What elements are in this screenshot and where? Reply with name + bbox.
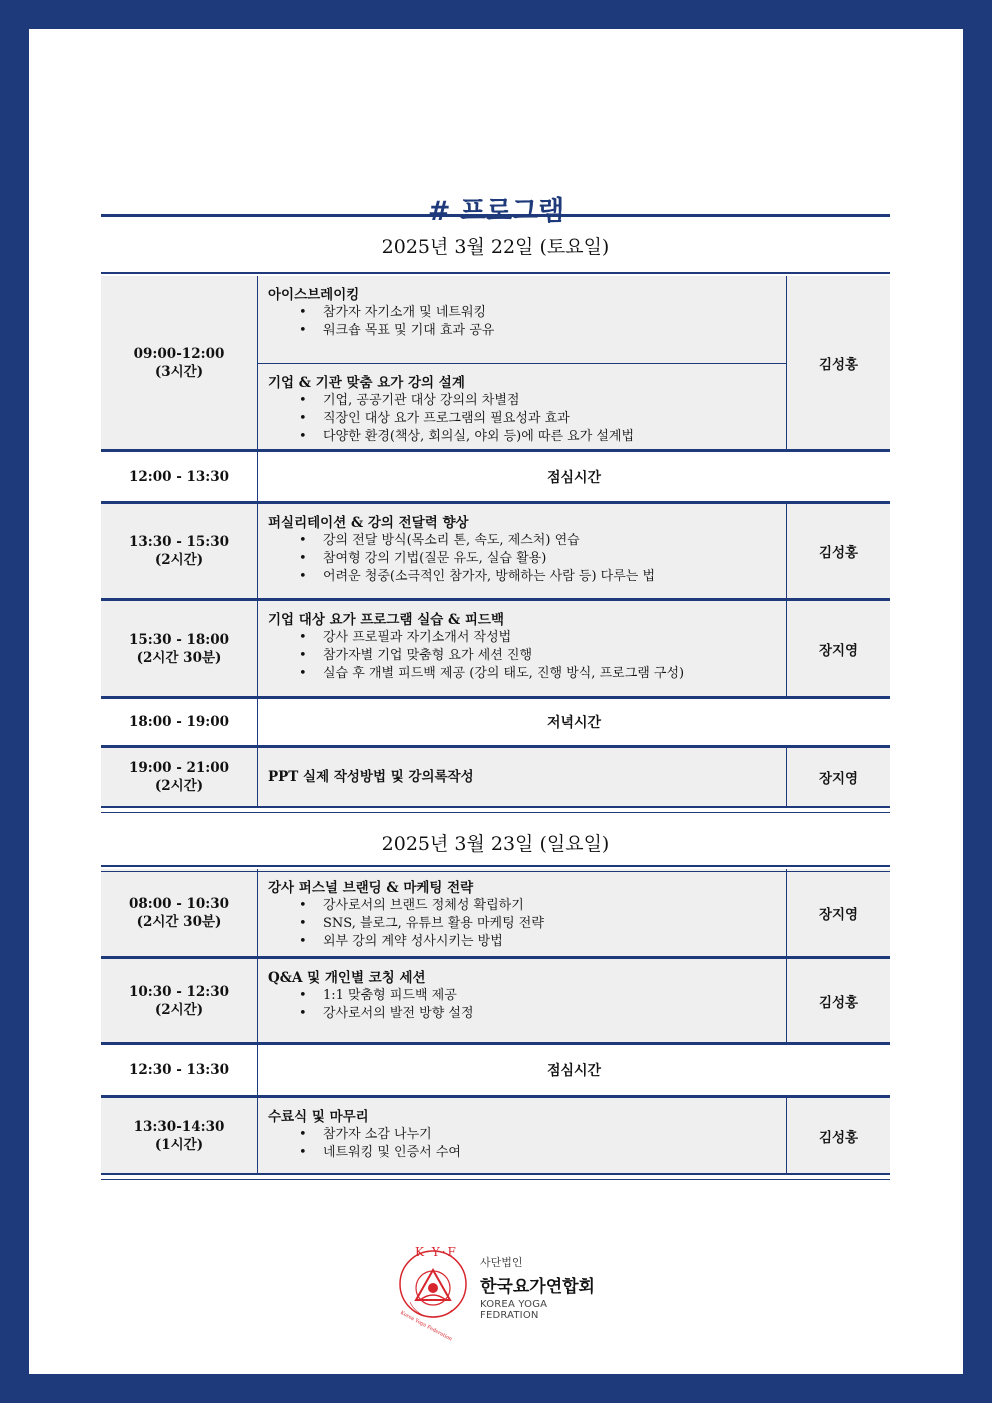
time-cell bbox=[101, 748, 258, 806]
time-range: 09:00-12:00 bbox=[133, 345, 225, 362]
day2-heading: 2025년 3월 23일 (일요일) bbox=[381, 833, 610, 855]
time-range: 12:30 - 13:30 bbox=[128, 1062, 230, 1078]
meal-break: 점심시간 bbox=[546, 1063, 602, 1079]
list-item: • 다양한 환경(책상, 회의실, 야외 등)에 따른 요가 설계법 bbox=[323, 428, 786, 446]
time-cell bbox=[101, 869, 258, 956]
list-item: • SNS, 블로그, 유튜브 활용 마케팅 전략 bbox=[323, 915, 786, 933]
session-block bbox=[258, 748, 786, 806]
session-content bbox=[258, 959, 787, 1042]
time-cell bbox=[101, 959, 258, 1042]
speaker-name: 장지영 bbox=[818, 906, 859, 923]
time-range: 10:30 - 12:30 bbox=[128, 983, 230, 1000]
duration: (2시간 30분) bbox=[136, 913, 222, 930]
time-range: 13:30-14:30 bbox=[133, 1118, 225, 1135]
session-title: Q&A 및 개인별 코칭 세션 bbox=[268, 970, 426, 986]
list-item: • 강사 프로필과 자기소개서 작성법 bbox=[323, 629, 786, 647]
table-row bbox=[101, 745, 890, 806]
list-item: • 어려운 청중(소극적인 참가자, 방해하는 사람 등) 다루는 법 bbox=[323, 568, 786, 586]
session-block bbox=[258, 363, 786, 449]
speaker-name: 김성홍 bbox=[818, 356, 859, 373]
speaker-name: 김성홍 bbox=[818, 1129, 859, 1146]
table-row bbox=[101, 956, 890, 1042]
org-name: 한국요가연합회 bbox=[480, 1277, 595, 1297]
seal-letters: K·Y·F bbox=[415, 1245, 458, 1259]
time-cell bbox=[101, 1045, 258, 1095]
session-items bbox=[268, 987, 786, 1023]
divider bbox=[101, 1173, 890, 1180]
meal-break: 저녁시간 bbox=[546, 715, 602, 731]
session-content bbox=[258, 748, 787, 806]
list-item: • 실습 후 개별 피드백 제공 (강의 태도, 진행 방식, 프로그램 구성) bbox=[323, 665, 786, 683]
list-item: • 강사로서의 브랜드 정체성 확립하기 bbox=[323, 897, 786, 915]
session-items bbox=[268, 392, 786, 446]
session-block bbox=[258, 504, 786, 598]
seal-ring-text: Korea Yoga Federation bbox=[399, 1310, 453, 1343]
list-item: • 직장인 대상 요가 프로그램의 필요성과 효과 bbox=[323, 410, 786, 428]
table-row bbox=[101, 501, 890, 598]
duration: (2시간) bbox=[154, 552, 204, 568]
duration: (2시간) bbox=[154, 1001, 204, 1018]
session-content bbox=[258, 869, 787, 956]
time-cell bbox=[101, 1098, 258, 1173]
list-item: • 기업, 공공기관 대상 강의의 차별점 bbox=[323, 392, 786, 410]
time-cell bbox=[101, 699, 258, 745]
time-range: 15:30 - 18:00 bbox=[128, 631, 230, 648]
session-items bbox=[268, 532, 786, 586]
table-row bbox=[101, 598, 890, 696]
list-item: • 참가자별 기업 맞춤형 요가 세션 진행 bbox=[323, 647, 786, 665]
duration: (1시간) bbox=[154, 1136, 204, 1153]
day1-heading: 2025년 3월 22일 (토요일) bbox=[381, 236, 610, 258]
session-title: 수료식 및 마무리 bbox=[268, 1109, 369, 1125]
session-block bbox=[258, 869, 786, 956]
time-cell bbox=[101, 276, 258, 449]
session-title: 기업 & 기관 맞춤 요가 강의 설계 bbox=[268, 375, 465, 391]
time-range: 08:00 - 10:30 bbox=[128, 895, 230, 912]
list-item: • 네트워킹 및 인증서 수여 bbox=[323, 1144, 786, 1162]
page-title: # 프로그램 bbox=[427, 196, 565, 227]
time-range: 18:00 - 19:00 bbox=[128, 714, 230, 730]
session-title: 강사 퍼스널 브랜딩 & 마케팅 전략 bbox=[268, 880, 474, 896]
list-item: • 워크숍 목표 및 기대 효과 공유 bbox=[323, 322, 786, 340]
session-block bbox=[258, 276, 786, 363]
session-items bbox=[268, 629, 786, 683]
list-item: • 참가자 자기소개 및 네트워킹 bbox=[323, 304, 786, 322]
duration: (2시간) bbox=[154, 778, 204, 794]
speaker-name: 김성홍 bbox=[818, 545, 859, 561]
session-content bbox=[258, 1098, 787, 1173]
table-row bbox=[101, 1042, 890, 1095]
list-item: • 참여형 강의 기법(질문 유도, 실습 활용) bbox=[323, 550, 786, 568]
duration: (3시간) bbox=[154, 363, 204, 380]
list-item: • 1:1 맞춤형 피드백 제공 bbox=[323, 987, 786, 1005]
session-items bbox=[268, 897, 786, 951]
time-range: 13:30 - 15:30 bbox=[128, 534, 230, 550]
speaker-name: 김성홍 bbox=[818, 994, 859, 1011]
list-item: • 참가자 소감 나누기 bbox=[323, 1126, 786, 1144]
divider bbox=[101, 806, 890, 813]
list-item: • 강의 전달 방식(목소리 톤, 속도, 제스처) 연습 bbox=[323, 532, 786, 550]
org-name-en: KOREA YOGA FEDRATION bbox=[480, 1299, 548, 1321]
page bbox=[29, 29, 963, 1374]
session-items bbox=[268, 1126, 786, 1162]
org-type: 사단법인 bbox=[480, 1256, 523, 1269]
table-row bbox=[101, 696, 890, 745]
time-cell bbox=[101, 452, 258, 501]
session-content bbox=[258, 504, 787, 598]
session-content bbox=[258, 276, 787, 449]
speaker-name: 장지영 bbox=[818, 642, 859, 659]
session-block bbox=[258, 1098, 786, 1173]
list-item: • 외부 강의 계약 성사시키는 방법 bbox=[323, 933, 786, 951]
time-range: 12:00 - 13:30 bbox=[128, 468, 230, 485]
table-row bbox=[101, 449, 890, 501]
session-title: 아이스브레이킹 bbox=[268, 287, 360, 303]
table-row bbox=[101, 869, 890, 956]
time-range: 19:00 - 21:00 bbox=[128, 760, 230, 776]
session-title: 기업 대상 요가 프로그램 실습 & 피드백 bbox=[268, 612, 505, 628]
session-items bbox=[268, 304, 786, 340]
table-row bbox=[101, 1095, 890, 1173]
speaker-name: 장지영 bbox=[818, 771, 859, 787]
divider bbox=[101, 865, 890, 872]
session-block bbox=[258, 601, 786, 696]
session-title: 퍼실리테이션 & 강의 전달력 향상 bbox=[268, 515, 469, 531]
time-cell bbox=[101, 504, 258, 598]
table-row bbox=[101, 276, 890, 449]
kyf-logo bbox=[396, 1244, 606, 1343]
session-title: PPT 실제 작성방법 및 강의록작성 bbox=[268, 769, 474, 785]
list-item: • 강사로서의 발전 방향 설정 bbox=[323, 1005, 786, 1023]
session-block bbox=[258, 959, 786, 1042]
time-cell bbox=[101, 601, 258, 696]
duration: (2시간 30분) bbox=[136, 649, 222, 666]
divider bbox=[101, 214, 890, 217]
meal-break: 점심시간 bbox=[546, 469, 602, 486]
session-content bbox=[258, 601, 787, 696]
